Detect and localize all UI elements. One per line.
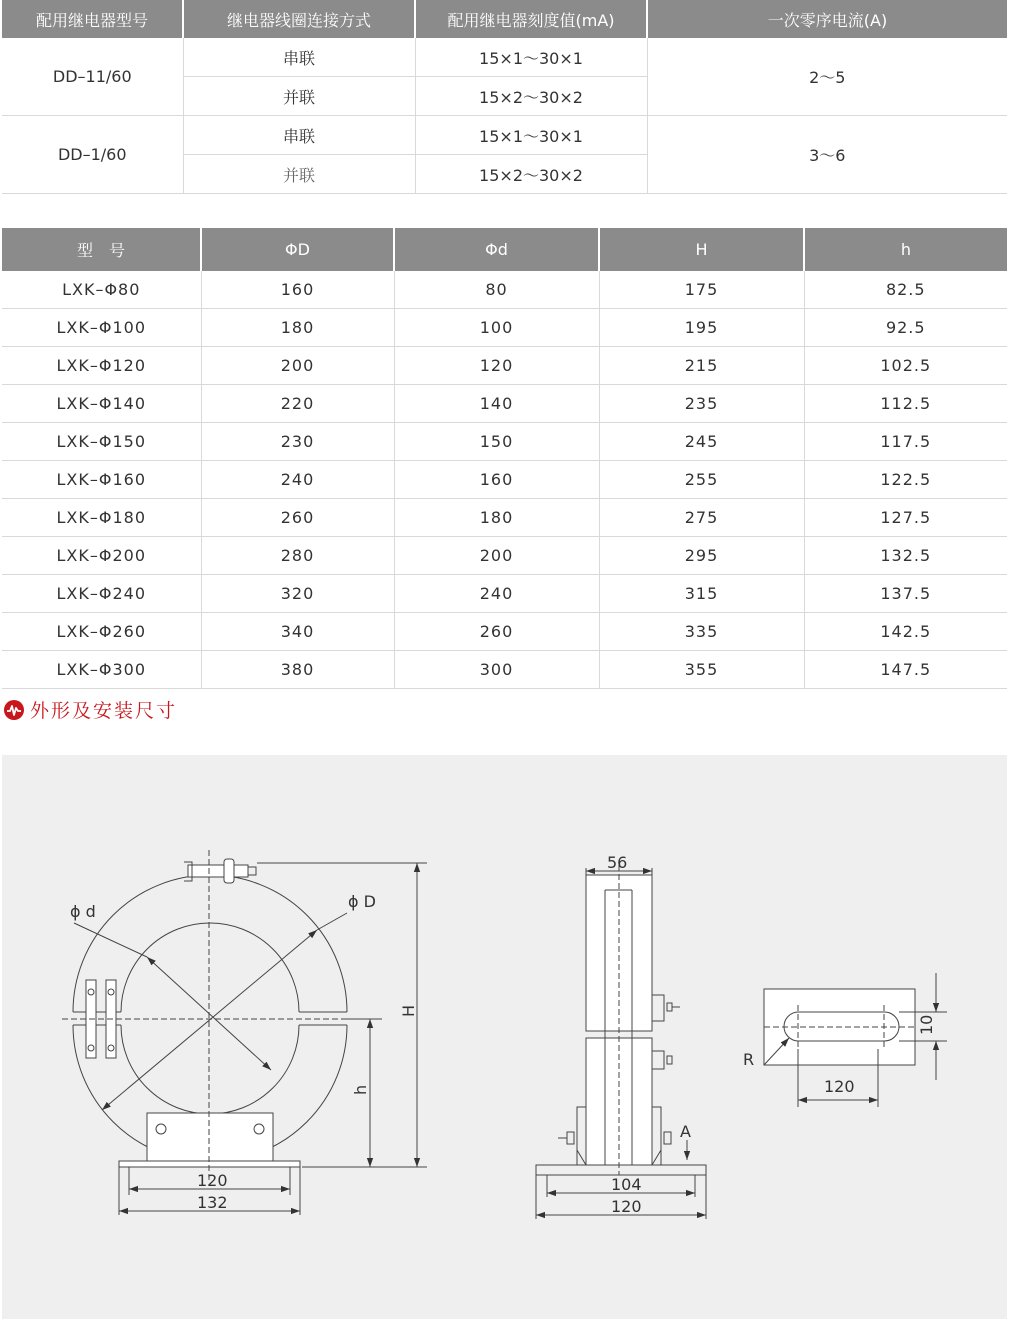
center-height-cell: 127.5 (804, 499, 1007, 537)
dimension-table-header-row (2, 228, 1007, 271)
scale-cell: 15×2～30×2 (415, 77, 647, 116)
outer-diameter-cell: 320 (201, 575, 394, 613)
model-cell: LXK–Φ100 (2, 309, 201, 347)
scale-cell: 15×2～30×2 (415, 155, 647, 194)
scale-cell: 15×1～30×1 (415, 116, 647, 155)
inner-diameter-cell: 140 (394, 385, 599, 423)
technical-drawing-panel (2, 755, 1007, 1319)
table-row (2, 385, 1007, 423)
slot-dim-120: 120 (824, 1077, 855, 1096)
header-coil-connection: 继电器线圈连接方式 (183, 0, 415, 38)
slot-dim-10: 10 (917, 1014, 936, 1035)
center-height-cell: 147.5 (804, 651, 1007, 689)
height-cell: 195 (599, 309, 804, 347)
label-phi-D: ϕ D (348, 892, 376, 911)
height-cell: 255 (599, 461, 804, 499)
side-view (536, 865, 706, 1219)
model-cell: LXK–Φ120 (2, 347, 201, 385)
height-cell: 295 (599, 537, 804, 575)
label-R: R (743, 1050, 755, 1069)
header-relay-scale: 配用继电器刻度值(mA) (415, 0, 647, 38)
dimension-table (2, 228, 1007, 689)
model-cell: LXK–Φ300 (2, 651, 201, 689)
header-outer-diameter: ΦD (201, 228, 394, 271)
table-row (2, 38, 1007, 77)
table-row (2, 651, 1007, 689)
model-cell: LXK–Φ150 (2, 423, 201, 461)
center-height-cell: 92.5 (804, 309, 1007, 347)
connection-cell: 并联 (183, 77, 415, 116)
relay-model-cell: DD–11/60 (2, 38, 183, 116)
inner-diameter-cell: 150 (394, 423, 599, 461)
model-cell: LXK–Φ240 (2, 575, 201, 613)
label-h: h (351, 1084, 370, 1095)
table-row (2, 613, 1007, 651)
outer-diameter-cell: 200 (201, 347, 394, 385)
height-cell: 335 (599, 613, 804, 651)
height-cell: 175 (599, 271, 804, 309)
table-row (2, 575, 1007, 613)
front-dim-132: 132 (197, 1193, 228, 1212)
header-height: H (599, 228, 804, 271)
outer-diameter-cell: 340 (201, 613, 394, 651)
slot-detail (764, 973, 947, 1107)
center-height-cell: 102.5 (804, 347, 1007, 385)
outer-diameter-cell: 240 (201, 461, 394, 499)
height-cell: 245 (599, 423, 804, 461)
inner-diameter-cell: 80 (394, 271, 599, 309)
inner-diameter-cell: 200 (394, 537, 599, 575)
height-cell: 235 (599, 385, 804, 423)
model-cell: LXK–Φ160 (2, 461, 201, 499)
dimension-table-body (2, 271, 1007, 689)
relay-spec-table (2, 0, 1007, 194)
technical-drawing (2, 755, 1007, 1319)
center-height-cell: 137.5 (804, 575, 1007, 613)
label-phi-d: ϕ d (70, 902, 96, 921)
inner-diameter-cell: 240 (394, 575, 599, 613)
side-dim-120: 120 (611, 1197, 642, 1216)
model-cell: LXK–Φ80 (2, 271, 201, 309)
scale-cell: 15×1～30×1 (415, 38, 647, 77)
header-center-height: h (804, 228, 1007, 271)
current-cell: 3～6 (647, 116, 1007, 194)
height-cell: 355 (599, 651, 804, 689)
relay-model-cell: DD–1/60 (2, 116, 183, 194)
inner-diameter-cell: 180 (394, 499, 599, 537)
table-row (2, 309, 1007, 347)
header-primary-current: 一次零序电流(A) (647, 0, 1007, 38)
inner-diameter-cell: 160 (394, 461, 599, 499)
inner-diameter-cell: 260 (394, 613, 599, 651)
model-cell: LXK–Φ140 (2, 385, 201, 423)
inner-diameter-cell: 120 (394, 347, 599, 385)
outer-diameter-cell: 230 (201, 423, 394, 461)
table-row (2, 347, 1007, 385)
connection-cell: 并联 (183, 155, 415, 194)
outer-diameter-cell: 220 (201, 385, 394, 423)
center-height-cell: 82.5 (804, 271, 1007, 309)
label-A: A (680, 1122, 691, 1141)
table-row (2, 116, 1007, 155)
height-cell: 315 (599, 575, 804, 613)
height-cell: 215 (599, 347, 804, 385)
front-dim-120: 120 (197, 1171, 228, 1190)
outer-diameter-cell: 260 (201, 499, 394, 537)
side-dim-104: 104 (611, 1175, 642, 1194)
header-relay-model: 配用继电器型号 (2, 0, 183, 38)
table-row (2, 271, 1007, 309)
relay-table-header-row (2, 0, 1007, 38)
pulse-circle-icon (4, 700, 24, 720)
table-row (2, 537, 1007, 575)
section-title: 外形及安装尺寸 (30, 700, 178, 722)
section-heading (4, 696, 177, 723)
header-model: 型 号 (2, 228, 201, 271)
side-dim-56: 56 (607, 853, 628, 872)
inner-diameter-cell: 100 (394, 309, 599, 347)
center-height-cell: 132.5 (804, 537, 1007, 575)
center-height-cell: 117.5 (804, 423, 1007, 461)
outer-diameter-cell: 180 (201, 309, 394, 347)
center-height-cell: 122.5 (804, 461, 1007, 499)
table-row (2, 499, 1007, 537)
connection-cell: 串联 (183, 116, 415, 155)
table-row (2, 423, 1007, 461)
center-height-cell: 142.5 (804, 613, 1007, 651)
outer-diameter-cell: 380 (201, 651, 394, 689)
center-height-cell: 112.5 (804, 385, 1007, 423)
inner-diameter-cell: 300 (394, 651, 599, 689)
label-H: H (399, 1004, 418, 1017)
outer-diameter-cell: 280 (201, 537, 394, 575)
header-inner-diameter: Φd (394, 228, 599, 271)
model-cell: LXK–Φ200 (2, 537, 201, 575)
model-cell: LXK–Φ260 (2, 613, 201, 651)
height-cell: 275 (599, 499, 804, 537)
connection-cell: 串联 (183, 38, 415, 77)
table-row (2, 461, 1007, 499)
outer-diameter-cell: 160 (201, 271, 394, 309)
model-cell: LXK–Φ180 (2, 499, 201, 537)
current-cell: 2～5 (647, 38, 1007, 116)
